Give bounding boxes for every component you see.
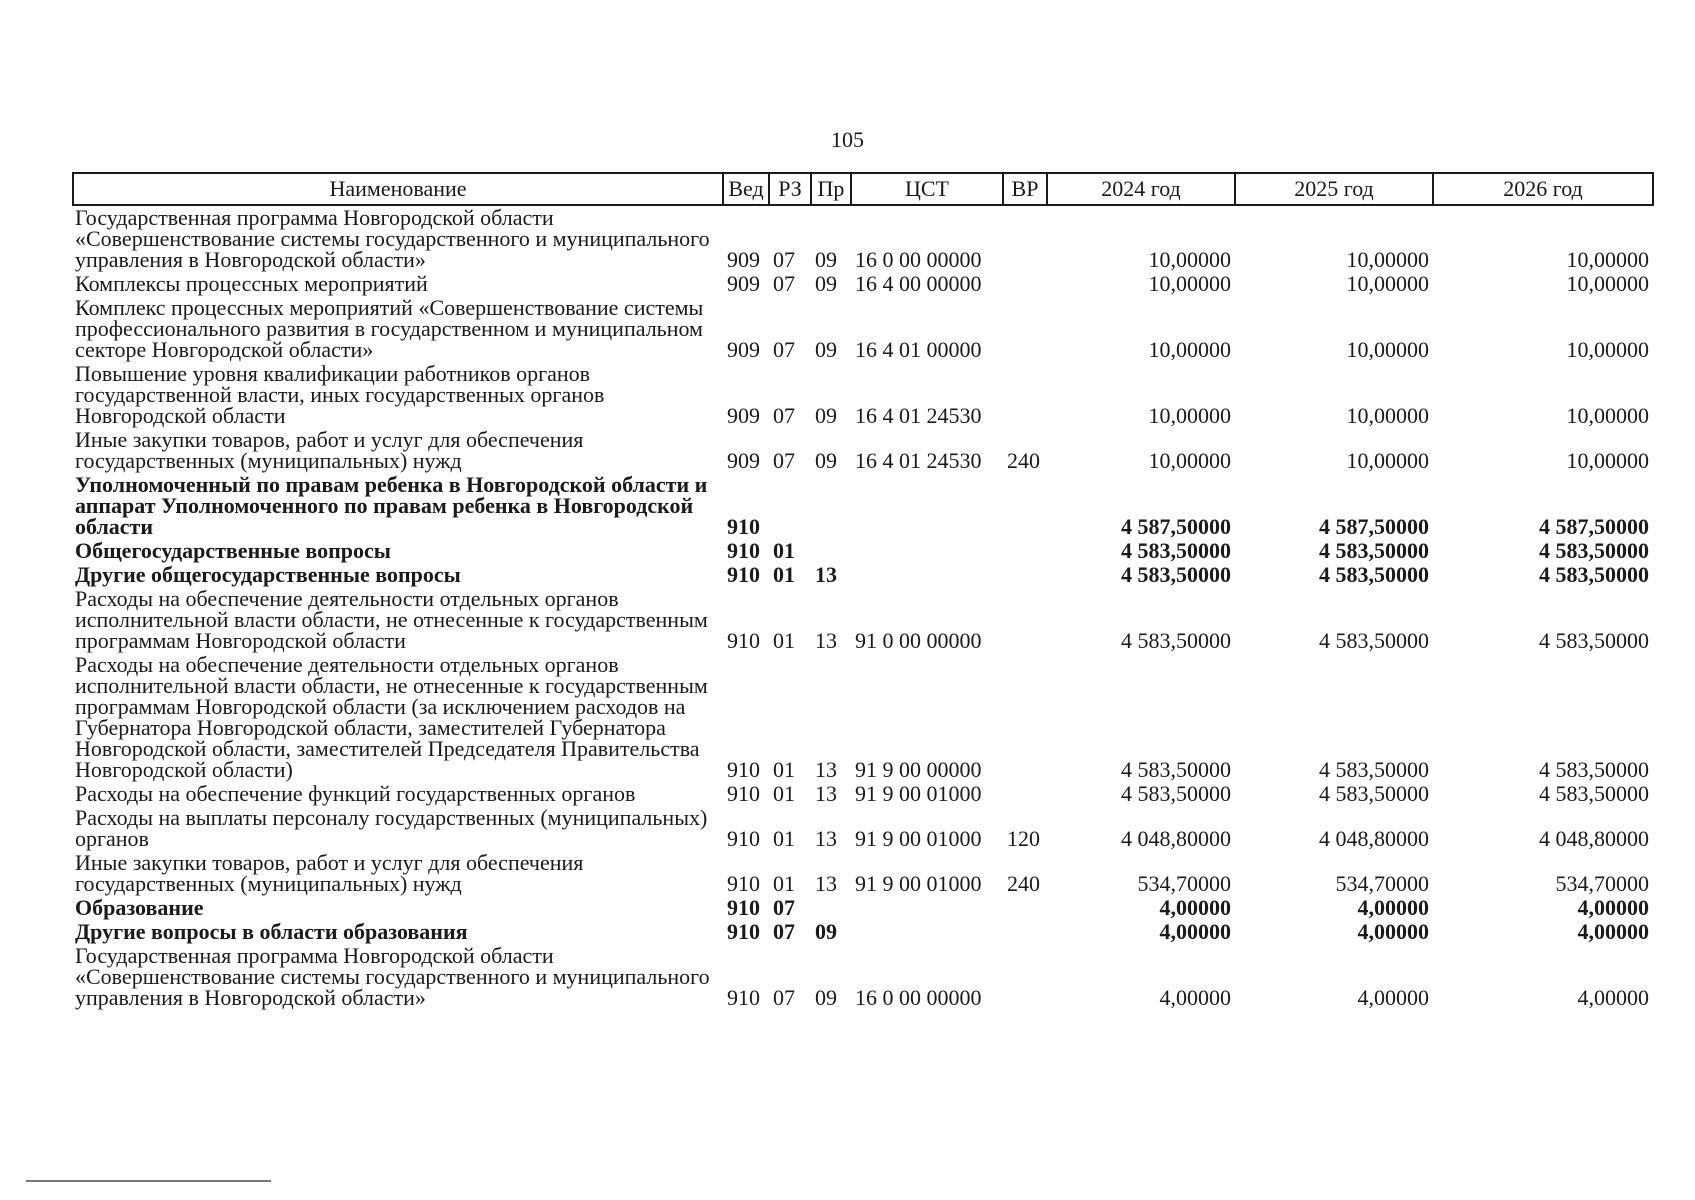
row-cst — [851, 563, 1003, 587]
row-amount-2024: 10,00000 — [1148, 247, 1231, 272]
header-2024: 2024 год — [1047, 173, 1235, 205]
row-amount-2025: 4 587,50000 — [1319, 514, 1429, 539]
row-vr — [1003, 944, 1047, 1010]
row-name: Повышение уровня квалификации работников органов государственной власти, иных государственных органов Новгородской области — [75, 362, 605, 428]
footer-divider — [26, 1180, 271, 1182]
row-ved: 910 — [727, 539, 760, 563]
row-pr: 13 — [815, 826, 837, 851]
row-amount-2026: 4,00000 — [1577, 920, 1649, 944]
row-vr: 240 — [1007, 448, 1040, 473]
header-ved: Вед — [723, 173, 769, 205]
row-rz: 01 — [773, 539, 795, 563]
row-amount-2025: 534,70000 — [1335, 871, 1429, 896]
table-row — [73, 296, 1653, 362]
row-amount-2026: 4 583,50000 — [1539, 782, 1649, 806]
row-vr — [1003, 920, 1047, 944]
table-row — [73, 782, 1653, 806]
row-amount-2024: 4 587,50000 — [1121, 514, 1231, 539]
header-vr: ВР — [1003, 173, 1047, 205]
row-rz: 07 — [773, 337, 795, 362]
row-pr: 09 — [815, 448, 837, 473]
row-vr — [1003, 653, 1047, 782]
row-ved: 910 — [727, 782, 760, 806]
row-cst — [851, 920, 1003, 944]
row-amount-2024: 4 583,50000 — [1121, 628, 1231, 653]
row-vr: 120 — [1007, 826, 1040, 851]
row-amount-2025: 4 583,50000 — [1319, 539, 1429, 563]
table-header-row — [73, 173, 1653, 205]
row-amount-2024: 10,00000 — [1148, 403, 1231, 428]
row-pr: 09 — [815, 403, 837, 428]
row-rz: 07 — [773, 920, 795, 944]
row-ved: 910 — [727, 826, 760, 851]
row-amount-2026: 4 048,80000 — [1539, 826, 1649, 851]
row-amount-2024: 4,00000 — [1159, 920, 1231, 944]
row-pr — [811, 473, 851, 539]
row-name: Общегосударственные вопросы — [75, 539, 391, 563]
row-amount-2025: 4 583,50000 — [1319, 563, 1429, 587]
row-ved: 910 — [727, 871, 760, 896]
row-cst: 16 0 00 00000 — [855, 247, 982, 272]
row-amount-2026: 4 583,50000 — [1539, 539, 1649, 563]
table-row — [73, 428, 1653, 473]
row-pr: 13 — [815, 628, 837, 653]
row-pr: 09 — [815, 247, 837, 272]
row-pr: 13 — [815, 871, 837, 896]
row-amount-2025: 4 048,80000 — [1319, 826, 1429, 851]
row-cst — [851, 539, 1003, 563]
row-cst: 16 4 00 00000 — [855, 272, 982, 296]
row-ved: 910 — [727, 920, 760, 944]
row-ved: 910 — [727, 514, 760, 539]
row-cst: 16 4 01 24530 — [855, 448, 982, 473]
header-2025: 2025 год — [1235, 173, 1433, 205]
row-vr — [1003, 539, 1047, 563]
row-name: Другие вопросы в области образования — [75, 920, 468, 944]
row-amount-2024: 4,00000 — [1159, 896, 1231, 920]
row-amount-2026: 4 583,50000 — [1539, 757, 1649, 782]
table-row — [73, 653, 1653, 782]
row-cst: 91 9 00 01000 — [855, 871, 982, 896]
header-pr: Пр — [811, 173, 851, 205]
row-name: Государственная программа Новгородской области «Совершенствование системы государственного и муниципального управления в Новгородской области» — [75, 205, 710, 272]
row-ved: 910 — [727, 985, 760, 1010]
row-pr: 09 — [815, 920, 837, 944]
row-rz — [769, 473, 811, 539]
row-rz: 07 — [773, 403, 795, 428]
table-row — [73, 563, 1653, 587]
row-name: Иные закупки товаров, работ и услуг для обеспечения государственных (муниципальных) нужд — [75, 428, 584, 473]
row-name: Комплекс процессных мероприятий «Совершенствование системы профессионального развития в государственном и муниципальном секторе Новгородской области» — [75, 296, 704, 362]
row-amount-2024: 4,00000 — [1159, 985, 1231, 1010]
row-pr: 13 — [815, 757, 837, 782]
row-name: Иные закупки товаров, работ и услуг для обеспечения государственных (муниципальных) нужд — [75, 851, 584, 896]
row-amount-2026: 10,00000 — [1566, 448, 1649, 473]
row-amount-2024: 4 583,50000 — [1121, 757, 1231, 782]
table-row — [73, 806, 1653, 851]
row-name: Расходы на обеспечение деятельности отдельных органов исполнительной власти области, не отнесенные к государственным программам Новгородской области — [75, 587, 708, 653]
row-ved: 909 — [727, 337, 760, 362]
header-cst: ЦСТ — [851, 173, 1003, 205]
row-amount-2025: 4,00000 — [1357, 985, 1429, 1010]
row-vr — [1003, 896, 1047, 920]
header-2026: 2026 год — [1433, 173, 1653, 205]
row-ved: 910 — [727, 757, 760, 782]
row-vr — [1003, 587, 1047, 653]
row-vr — [1003, 362, 1047, 428]
row-ved: 909 — [727, 448, 760, 473]
row-amount-2026: 4,00000 — [1577, 985, 1649, 1010]
row-name: Государственная программа Новгородской области «Совершенствование системы государственного и муниципального управления в Новгородской области» — [75, 944, 710, 1010]
row-ved: 910 — [727, 628, 760, 653]
row-vr — [1003, 782, 1047, 806]
row-name: Расходы на обеспечение деятельности отдельных органов исполнительной власти области, не отнесенные к государственным программам Новгородской области (за исключением расходов на Губернатора Новгородской области, заместителей Губернатора Новгородской области, заместителей Председателя Правительства Новгородской области) — [75, 653, 708, 782]
row-cst: 16 0 00 00000 — [855, 985, 982, 1010]
row-ved: 909 — [727, 272, 760, 296]
table-body — [73, 205, 1653, 1010]
row-ved: 910 — [727, 563, 760, 587]
row-vr — [1003, 473, 1047, 539]
table-row — [73, 851, 1653, 896]
row-amount-2026: 10,00000 — [1566, 247, 1649, 272]
row-rz: 01 — [773, 563, 795, 587]
row-pr: 13 — [815, 782, 837, 806]
row-amount-2026: 4 583,50000 — [1539, 628, 1649, 653]
header-rz: РЗ — [769, 173, 811, 205]
row-amount-2025: 4,00000 — [1357, 920, 1429, 944]
row-ved: 909 — [727, 403, 760, 428]
row-amount-2024: 4 583,50000 — [1121, 539, 1231, 563]
row-name: Другие общегосударственные вопросы — [75, 563, 461, 587]
header-name: Наименование — [73, 173, 723, 205]
table-row — [73, 539, 1653, 563]
budget-table — [72, 172, 1654, 1010]
row-cst: 16 4 01 00000 — [855, 337, 982, 362]
row-pr — [811, 539, 851, 563]
row-amount-2026: 10,00000 — [1566, 272, 1649, 296]
row-rz: 07 — [773, 985, 795, 1010]
table-row — [73, 587, 1653, 653]
row-amount-2025: 4,00000 — [1357, 896, 1429, 920]
row-cst: 91 9 00 01000 — [855, 826, 982, 851]
row-name: Расходы на обеспечение функций государственных органов — [75, 782, 636, 806]
row-amount-2024: 4 583,50000 — [1121, 782, 1231, 806]
row-rz: 07 — [773, 448, 795, 473]
row-vr — [1003, 272, 1047, 296]
row-vr: 240 — [1007, 871, 1040, 896]
row-amount-2024: 4 048,80000 — [1121, 826, 1231, 851]
row-rz: 01 — [773, 628, 795, 653]
row-pr: 09 — [815, 985, 837, 1010]
row-amount-2026: 10,00000 — [1566, 337, 1649, 362]
table-row — [73, 362, 1653, 428]
row-cst — [851, 473, 1003, 539]
row-amount-2025: 10,00000 — [1346, 337, 1429, 362]
table-row — [73, 205, 1653, 272]
row-pr — [811, 896, 851, 920]
row-amount-2025: 4 583,50000 — [1319, 757, 1429, 782]
row-vr — [1003, 205, 1047, 272]
row-rz: 01 — [773, 757, 795, 782]
table-row — [73, 272, 1653, 296]
row-ved: 909 — [727, 247, 760, 272]
row-pr: 13 — [815, 563, 837, 587]
row-amount-2024: 10,00000 — [1148, 272, 1231, 296]
row-cst: 16 4 01 24530 — [855, 403, 982, 428]
row-ved: 910 — [727, 896, 760, 920]
row-amount-2024: 10,00000 — [1148, 337, 1231, 362]
row-amount-2025: 10,00000 — [1346, 272, 1429, 296]
row-cst: 91 9 00 01000 — [855, 782, 982, 806]
table-row — [73, 896, 1653, 920]
row-rz: 07 — [773, 896, 795, 920]
row-cst: 91 0 00 00000 — [855, 628, 982, 653]
row-cst — [851, 896, 1003, 920]
row-rz: 07 — [773, 272, 795, 296]
row-pr: 09 — [815, 337, 837, 362]
row-amount-2025: 10,00000 — [1346, 247, 1429, 272]
row-amount-2024: 10,00000 — [1148, 448, 1231, 473]
row-name: Уполномоченный по правам ребенка в Новгородской области и аппарат Уполномоченного по правам ребенка в Новгородской области — [75, 473, 708, 539]
row-amount-2026: 10,00000 — [1566, 403, 1649, 428]
row-amount-2026: 4 583,50000 — [1539, 563, 1649, 587]
row-name: Комплексы процессных мероприятий — [75, 272, 428, 296]
row-amount-2024: 534,70000 — [1137, 871, 1231, 896]
row-amount-2025: 10,00000 — [1346, 403, 1429, 428]
row-amount-2025: 4 583,50000 — [1319, 628, 1429, 653]
row-rz: 01 — [773, 782, 795, 806]
table-row — [73, 920, 1653, 944]
row-amount-2024: 4 583,50000 — [1121, 563, 1231, 587]
row-amount-2025: 10,00000 — [1346, 448, 1429, 473]
row-vr — [1003, 563, 1047, 587]
row-rz: 07 — [773, 247, 795, 272]
row-name: Расходы на выплаты персоналу государственных (муниципальных) органов — [75, 806, 708, 851]
row-cst: 91 9 00 00000 — [855, 757, 982, 782]
row-vr — [1003, 296, 1047, 362]
row-amount-2026: 4 587,50000 — [1539, 514, 1649, 539]
row-rz: 01 — [773, 826, 795, 851]
row-amount-2026: 4,00000 — [1577, 896, 1649, 920]
row-amount-2026: 534,70000 — [1555, 871, 1649, 896]
page-number: 105 — [831, 127, 864, 152]
row-name: Образование — [75, 896, 204, 920]
table-row — [73, 944, 1653, 1010]
table-row — [73, 473, 1653, 539]
row-rz: 01 — [773, 871, 795, 896]
row-pr: 09 — [815, 272, 837, 296]
row-amount-2025: 4 583,50000 — [1319, 782, 1429, 806]
